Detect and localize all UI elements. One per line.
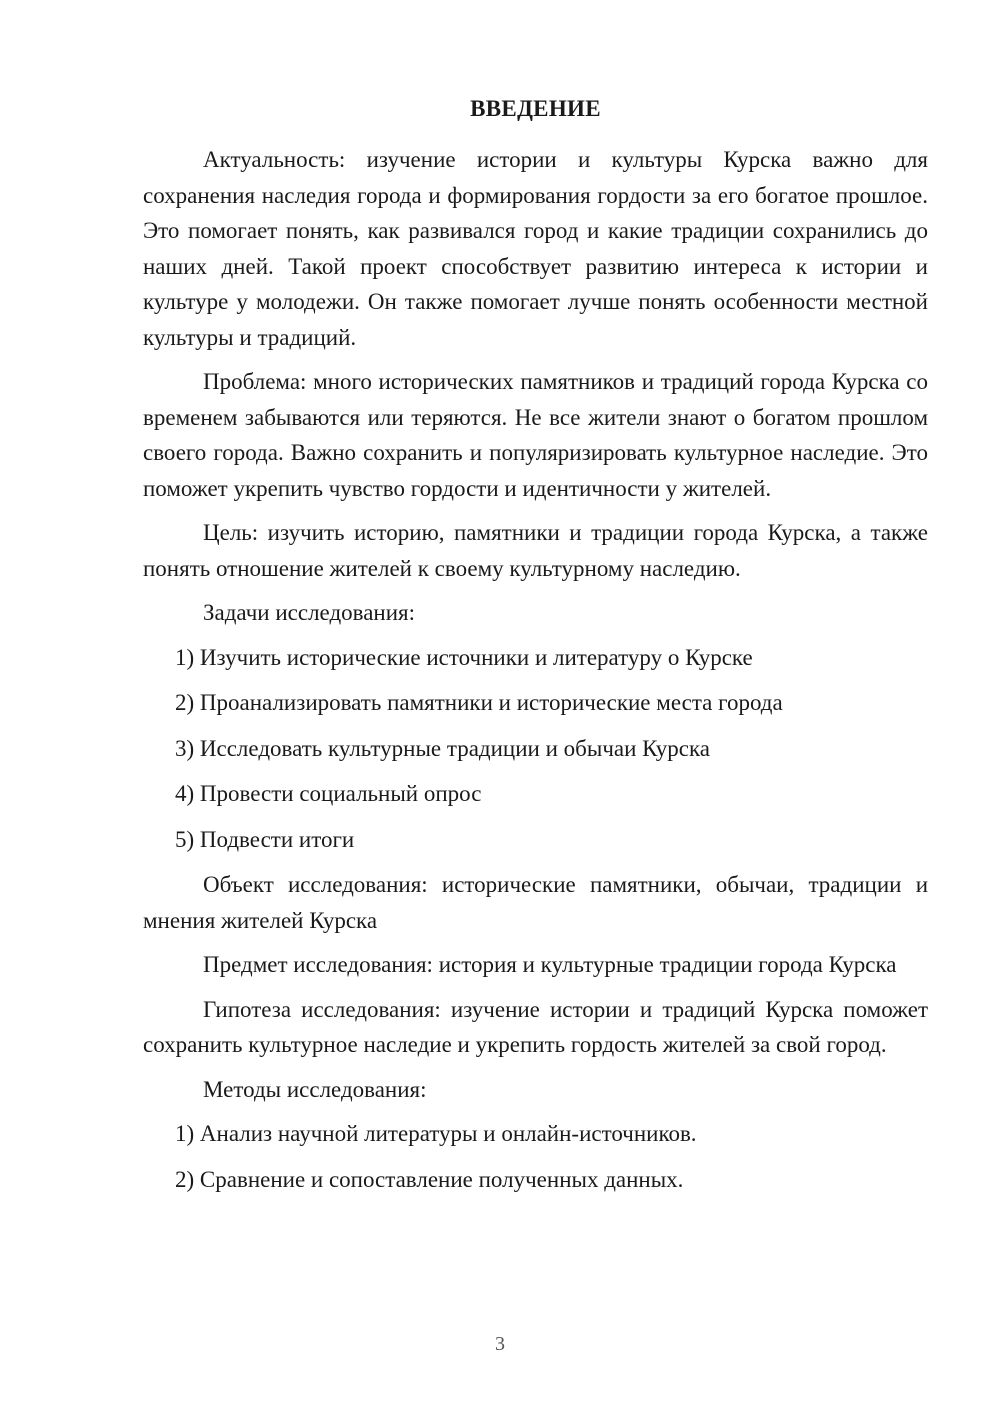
task-item: 4) Провести социальный опрос [175, 781, 482, 806]
methods-heading: Методы исследования: [203, 1076, 427, 1102]
section-title: ВВЕДЕНИЕ [470, 96, 601, 121]
method-item: 2) Сравнение и сопоставление полученных данных. [175, 1166, 684, 1192]
task-item: 3) Исследовать культурные традиции и обычаи Курска [175, 735, 711, 761]
hypothesis-paragraph: Гипотеза исследования: изучение истории и традиций Курска поможет сохранить культурное наследие и укрепить гордость жителей за свой город. [143, 996, 928, 1057]
tasks-list [143, 640, 928, 858]
tasks-heading: Задачи исследования: [203, 600, 416, 625]
document-page [143, 92, 928, 1207]
problem-paragraph: Проблема: много исторических памятников и традиций города Курска со временем забываются или теряются. Не все жители знают о богатом прошлом своего города. Важно сохранить и популяризировать культурное наследие. Это поможет укрепить чувство гордости и идентичности у жителей. [143, 369, 928, 501]
goal-paragraph: Цель: изучить историю, памятники и традиции города Курска, а также понять отношение жителей к своему культурному наследию. [143, 520, 928, 581]
page-number: 3 [495, 1333, 505, 1355]
methods-list [143, 1116, 928, 1197]
subject-paragraph: Предмет исследования: история и культурные традиции города Курска [203, 952, 897, 977]
task-item: 5) Подвести итоги [175, 826, 355, 852]
method-item: 1) Анализ научной литературы и онлайн-источников. [175, 1121, 697, 1146]
task-item: 2) Проанализировать памятники и исторические места города [175, 690, 783, 715]
task-item: 1) Изучить исторические источники и литературу о Курске [175, 644, 753, 670]
relevance-paragraph: Актуальность: изучение истории и культуры Курска важно для сохранения наследия города и формирования гордости за его богатое прошлое. Это помогает понять, как развивался город и какие традиции сохранились до наших дней. Такой проект способствует развитию интереса к истории и культуре у молодежи. Он также помогает лучше понять особенности местной культуры и традиций. [143, 147, 928, 350]
object-paragraph: Объект исследования: исторические памятники, обычаи, традиции и мнения жителей Курска [143, 872, 928, 933]
